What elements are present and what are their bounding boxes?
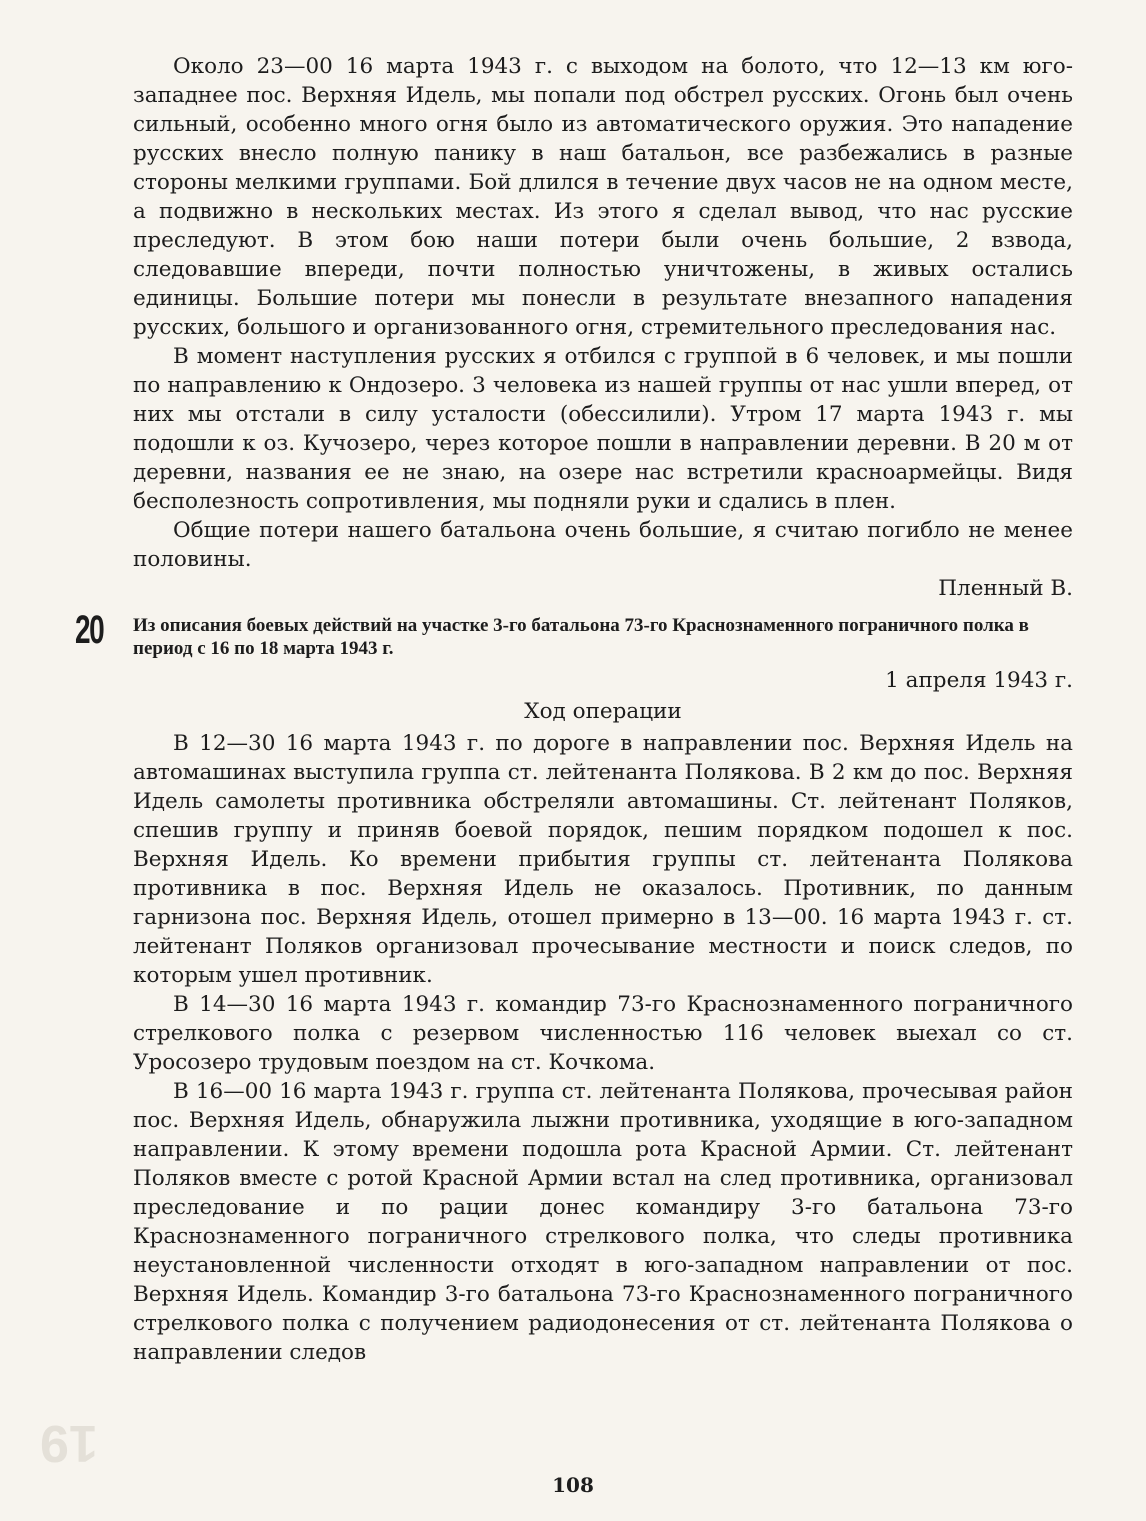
paragraph: Около 23—00 16 марта 1943 г. с выходом на болото, что 12—13 км юго-западнее пос. Верхняя Идель, мы попали под обстрел русских. Огонь был очень сильный, особенно много огня было из автоматического оружия. Это нападение русских внесло полную панику в наш батальон, все разбежались в разные стороны мелкими группами. Бой длился в течение двух часов не на одном месте, а подвижно в нескольких местах. Из этого я сделал вывод, что нас русские преследуют. В этом бою наши потери были очень большие, 2 взвода, следовавшие впереди, почти полностью уничтожены, в живых остались единицы. Большие потери мы понесли в результате внезапного нападения русских, большого и организованного огня, стремительного преследования нас. (133, 54, 1073, 340)
page-number: 108 (552, 1473, 594, 1497)
document-number: 20 (75, 608, 104, 652)
document-date: 1 апреля 1943 г. (885, 668, 1073, 693)
section-title: Ход операции (524, 699, 682, 724)
document-page (75, 52, 1073, 1367)
paragraph: В 14—30 16 марта 1943 г. командир 73-го Краснознаменного пограничного стрелкового полка с резервом численностью 116 человек выехал со ст. Уросозеро трудовым поездом на ст. Кочкома. (133, 992, 1073, 1075)
paragraph: В 12—30 16 марта 1943 г. по дороге в направлении пос. Верхняя Идель на автомашинах выступила группа ст. лейтенанта Полякова. В 2 км до пос. Верхняя Идель самолеты противника обстреляли автомашины. Ст. лейтенант Поляков, спешив группу и приняв боевой порядок, пешим порядком подошел к пос. Верхняя Идель. Ко времени прибытия группы ст. лейтенанта Полякова противника в пос. Верхняя Идель не оказалось. Противник, по данным гарнизона пос. Верхняя Идель, отошел примерно в 13—00. 16 марта 1943 г. ст. лейтенант Поляков организовал прочесывание местности и поиск следов, по которым ушел противник. (133, 731, 1073, 988)
paragraph: Общие потери нашего батальона очень большие, я считаю погибло не менее половины. (133, 518, 1073, 572)
document-header (75, 608, 1073, 660)
document-title: Из описания боевых действий на участке 3-го батальона 73-го Краснознаменного пограничного полка в период с 16 по 18 марта 1943 г. (133, 615, 1029, 659)
paragraph: В момент наступления русских я отбился с группой в 6 человек, и мы пошли по направлению к Ондозеро. 3 человека из нашей группы от нас ушли вперед, от них мы отстали в силу усталости (обессилили). Утром 17 марта 1943 г. мы подошли к оз. Кучозеро, через которое пошли в направлении деревни. В 20 м от деревни, названия ее не знаю, на озере нас встретили красноармейцы. Видя бесполезность сопротивления, мы подняли руки и сдались в плен. (133, 344, 1073, 514)
bleed-through-page-mark: 19 (40, 1414, 98, 1472)
signature: Пленный В. (938, 576, 1073, 601)
paragraph: В 16—00 16 марта 1943 г. группа ст. лейтенанта Полякова, прочесывая район пос. Верхняя Идель, обнаружила лыжни противника, уходящие в юго-западном направлении. К этому времени подошла рота Красной Армии. Ст. лейтенант Поляков вместе с ротой Красной Армии встал на след противника, организовал преследование и по рации донес командиру 3-го батальона 73-го Краснознаменного пограничного стрелкового полка, что следы противника неустановленной численности отходят в юго-западном направлении от пос. Верхняя Идель. Командир 3-го батальона 73-го Краснознаменного пограничного стрелкового полка с получением радиодонесения от ст. лейтенанта Полякова о направлении следов (133, 1079, 1073, 1365)
